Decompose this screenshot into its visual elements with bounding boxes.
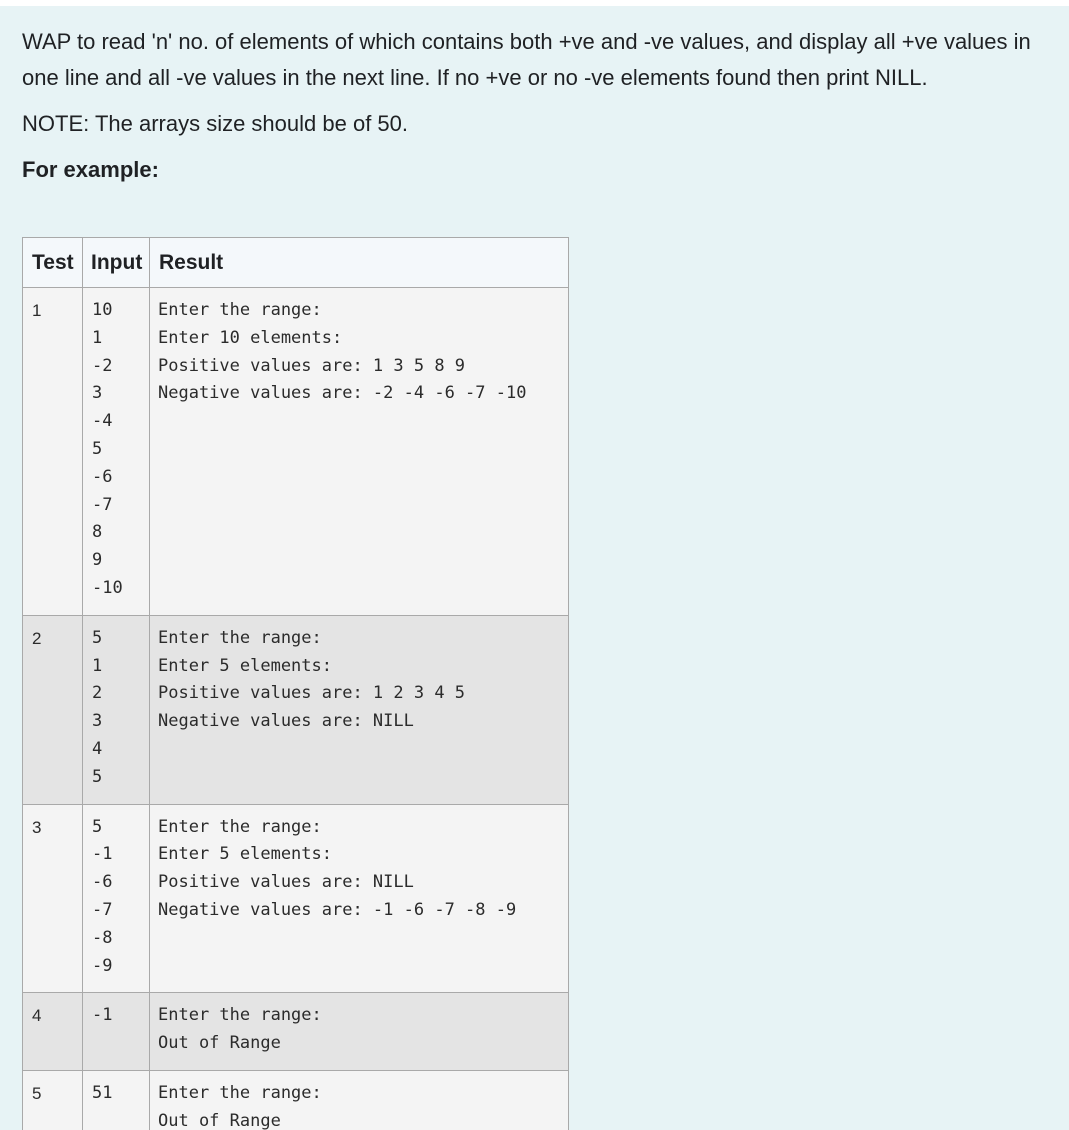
- result-line: Enter 5 elements:: [158, 844, 332, 865]
- header-test: Test: [23, 238, 83, 288]
- result-line: Positive values are: 1 3 5 8 9: [158, 355, 466, 376]
- input-line: 1: [92, 327, 103, 348]
- input-line: 1: [92, 655, 103, 676]
- test-number-cell: 1: [23, 288, 83, 616]
- result-cell: [150, 1070, 569, 1130]
- result-cell: [150, 615, 569, 804]
- header-result: Result: [150, 238, 569, 288]
- input-cell: [83, 615, 150, 804]
- result-line: Out of Range: [158, 1110, 281, 1130]
- input-line: -7: [92, 899, 113, 920]
- question-text: WAP to read 'n' no. of elements of which contains both +ve and -ve values, and display all +ve values in one line and all -ve values in the next line. If no +ve or no -ve elements found then print NILL.: [22, 29, 1031, 90]
- input-line: -4: [92, 411, 113, 432]
- test-number-cell: 2: [23, 615, 83, 804]
- input-line: 5: [92, 438, 103, 459]
- result-line: Negative values are: -2 -4 -6 -7 -10: [158, 383, 527, 404]
- result-line: Enter 10 elements:: [158, 327, 343, 348]
- input-line: 10: [92, 300, 113, 320]
- table-row: [23, 615, 569, 804]
- result-line: Enter 5 elements:: [158, 655, 332, 676]
- input-line: 5: [92, 816, 103, 837]
- input-line: -1: [92, 844, 113, 865]
- question-panel: [0, 6, 1069, 1130]
- input-line: 9: [92, 550, 103, 571]
- input-line: 5: [92, 766, 103, 787]
- result-line: Out of Range: [158, 1033, 281, 1054]
- result-line: Positive values are: 1 2 3 4 5: [158, 683, 466, 704]
- result-line: Enter the range:: [158, 1005, 322, 1026]
- input-line: 2: [92, 683, 103, 704]
- input-line: -2: [92, 355, 113, 376]
- input-line: 4: [92, 738, 103, 759]
- input-line: 5: [92, 627, 103, 648]
- input-cell: [83, 804, 150, 993]
- table-row: [23, 1070, 569, 1130]
- question-note: NOTE: The arrays size should be of 50.: [22, 111, 408, 136]
- result-cell: [150, 993, 569, 1071]
- table-row: [23, 288, 569, 616]
- test-number-cell: 4: [23, 993, 83, 1071]
- result-line: Enter the range:: [158, 627, 322, 648]
- header-input: Input: [83, 238, 150, 288]
- result-line: Positive values are: NILL: [158, 872, 414, 893]
- result-line: Negative values are: NILL: [158, 711, 414, 732]
- question-content: [22, 24, 1062, 188]
- test-number-cell: 3: [23, 804, 83, 993]
- input-line: -7: [92, 494, 113, 515]
- table-header-row: [23, 238, 569, 288]
- test-number-cell: 5: [23, 1070, 83, 1130]
- result-line: Negative values are: -1 -6 -7 -8 -9: [158, 899, 517, 920]
- examples-table: [22, 237, 569, 1130]
- result-cell: [150, 804, 569, 993]
- input-line: -6: [92, 466, 113, 487]
- input-line: -9: [92, 955, 113, 976]
- table-row: [23, 804, 569, 993]
- input-line: -1: [92, 1005, 113, 1026]
- input-line: -10: [92, 577, 123, 598]
- result-cell: [150, 288, 569, 616]
- result-line: Enter the range:: [158, 1082, 322, 1103]
- table-body: [23, 288, 569, 1130]
- input-cell: [83, 1070, 150, 1130]
- input-line: 51: [92, 1082, 113, 1103]
- table-row: [23, 993, 569, 1071]
- input-cell: [83, 993, 150, 1071]
- result-line: Enter the range:: [158, 300, 322, 320]
- example-heading: For example:: [22, 157, 159, 182]
- input-line: 3: [92, 383, 103, 404]
- input-cell: [83, 288, 150, 616]
- input-line: 3: [92, 711, 103, 732]
- input-line: -6: [92, 872, 113, 893]
- input-line: 8: [92, 522, 103, 543]
- input-line: -8: [92, 927, 113, 948]
- result-line: Enter the range:: [158, 816, 322, 837]
